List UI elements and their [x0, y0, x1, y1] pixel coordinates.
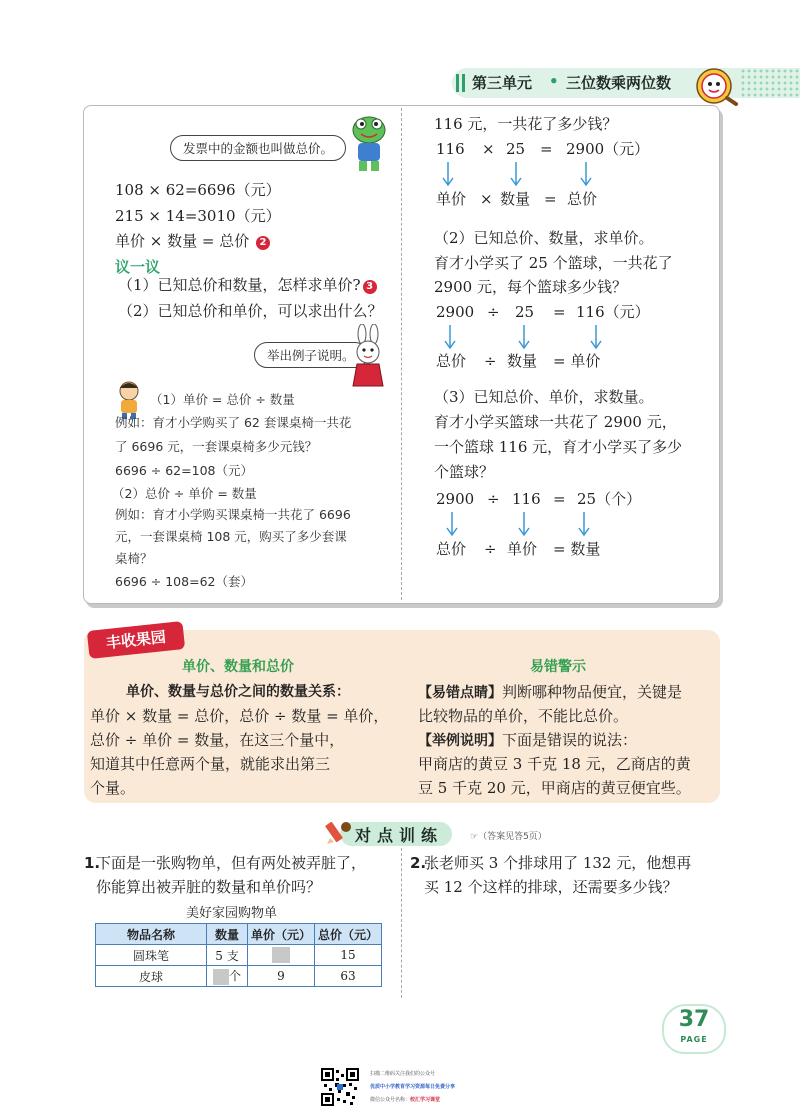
- garden-right-line: [418, 728, 637, 753]
- question-2-number: 2.: [410, 854, 427, 872]
- question-1: [118, 275, 377, 295]
- garden-right-title: 易错警示: [530, 659, 586, 675]
- equation-3-words: [0, 539, 800, 559]
- smudge-mark: [272, 947, 290, 963]
- table-row: [96, 945, 382, 966]
- footer-label: 微信公众号名称：: [370, 1097, 411, 1103]
- training-divider: [401, 848, 402, 998]
- tip-label: 【举例说明】: [418, 733, 502, 749]
- eq-term: 25: [515, 303, 535, 321]
- garden-right-line: 比较物品的单价，不能比总价。: [418, 707, 629, 725]
- calc-line-1: 108 × 62=6696（元）: [115, 181, 281, 199]
- eq-word: 单价: [507, 540, 538, 558]
- shopping-list-title: 美好家园购物单: [186, 906, 278, 921]
- eq-op: =: [553, 303, 566, 321]
- eq-result: 116（元）: [576, 303, 650, 321]
- section-3-title: （3）已知总价、单价，求数量。: [434, 388, 654, 406]
- eq-op: =: [553, 490, 566, 508]
- note-line: 例如：育才小学购买了 62 套课桌椅一共花: [115, 415, 352, 430]
- equation-1: [0, 139, 800, 159]
- page-word: PAGE: [680, 1035, 708, 1044]
- header-bars-icon: [456, 74, 468, 96]
- table-cell: 皮球: [96, 966, 207, 987]
- training-title: 对点训练: [355, 826, 444, 845]
- note-line: （2）总价 ÷ 单价 = 数量: [112, 486, 257, 501]
- note-line: 了 6696 元，一套课桌椅多少元钱？: [115, 439, 318, 454]
- section-3-text: 个篮球？: [434, 463, 495, 481]
- footer-line-1: 扫描二维码关注我们的公众号: [370, 1071, 436, 1077]
- table-header-cell: 单价（元）: [248, 924, 315, 945]
- formula-text: 单价 × 数量 = 总价: [115, 232, 250, 250]
- eq-result: 25（个）: [577, 490, 642, 508]
- eq-term: 116: [436, 140, 465, 158]
- eq-word: 数量: [507, 352, 538, 370]
- garden-right-line: 甲商店的黄豆 3 千克 18 元，乙商店的黄: [418, 755, 691, 773]
- tip-text: 下面是错误的说法：: [502, 731, 638, 749]
- footer-line-2: 优质中小学教育学习资源每日免费分享: [370, 1084, 456, 1090]
- table-cell: 9: [248, 966, 315, 987]
- arrow-down-icon: [436, 510, 616, 538]
- qr-code-icon: [321, 1068, 359, 1106]
- eq-word: 数量: [500, 190, 531, 208]
- arrow-down-icon: [436, 160, 616, 188]
- eq-op: ÷: [487, 303, 500, 321]
- eq-word: 单价: [436, 190, 467, 208]
- magnifier-mascot-icon: [690, 66, 740, 106]
- pencil-icon: [324, 818, 354, 848]
- table-cell: 5 支: [207, 945, 248, 966]
- section-3-text: 育才小学买篮球一共花了 2900 元，: [434, 413, 677, 431]
- eq-op: =: [540, 140, 553, 158]
- eq-word: 总价: [436, 540, 467, 558]
- calc-line-2: 215 × 14=3010（元）: [115, 207, 281, 225]
- eq-term: 2900: [436, 303, 475, 321]
- table-cell: 圆珠笔: [96, 945, 207, 966]
- header-separator: •: [549, 72, 559, 90]
- step-badge-3: 3: [363, 280, 377, 294]
- garden-left-line: 个量。: [90, 779, 136, 797]
- eq-word: = 单价: [553, 352, 601, 370]
- step-badge-2: 2: [256, 236, 270, 250]
- unit-label: 第三单元: [472, 74, 533, 92]
- table-header-cell: 物品名称: [96, 924, 207, 945]
- section-3-text: 一个篮球 116 元，育才小学买了多少: [434, 438, 683, 456]
- equation-3: [0, 489, 800, 509]
- note-line: （1）单价 = 总价 ÷ 数量: [150, 392, 295, 407]
- note-line: 6696 ÷ 108=62（套）: [115, 574, 253, 589]
- topic-title: 三位数乘两位数: [566, 74, 672, 92]
- eq-result: 2900（元）: [566, 140, 650, 158]
- garden-left-lead: 单价、数量与总价之间的数量关系：: [126, 684, 350, 700]
- eq-word: = 数量: [553, 540, 601, 558]
- question-1-number: 1.: [84, 854, 101, 872]
- eq-op: ÷: [487, 490, 500, 508]
- eq-op: ÷: [484, 352, 497, 370]
- harvest-garden-tag: 丰收果园: [87, 621, 185, 659]
- tip-label: 【易错点睛】: [418, 685, 502, 701]
- question-1-line: 你能算出被弄脏的数量和单价吗？: [96, 878, 322, 896]
- eq-term: 25: [506, 140, 526, 158]
- question-1-line: 下面是一张购物单，但有两处被弄脏了，: [96, 854, 367, 872]
- price-formula: [115, 231, 270, 251]
- shopping-list-table: [95, 923, 382, 987]
- rabbit-speech-bubble: 举出例子说明。: [254, 342, 368, 368]
- frog-speech-bubble: 发票中的金额也叫做总价。: [170, 135, 346, 161]
- garden-right-line: [418, 680, 682, 705]
- answer-hint: ☞（答案见答5页）: [470, 832, 547, 842]
- continued-text: 116 元，一共花了多少钱？: [434, 115, 618, 133]
- table-cell-smudged: [207, 966, 248, 987]
- question-1-text: （1）已知总价和数量，怎样求单价?: [118, 276, 361, 294]
- eq-op: ×: [480, 190, 493, 208]
- section-2-text: 2900 元，每个篮球多少钱？: [434, 278, 627, 296]
- table-header-row: [96, 924, 382, 945]
- footer-account-name: 校汇学习课堂: [410, 1097, 441, 1103]
- arrow-down-icon: [436, 323, 616, 351]
- discuss-title: 议一议: [115, 258, 161, 276]
- garden-left-line: 总价 ÷ 单价 = 数量，在这三个量中，: [90, 731, 345, 749]
- table-header-cell: 数量: [207, 924, 248, 945]
- eq-word: 总价: [567, 190, 598, 208]
- garden-left-line: 单价 × 数量 = 总价，总价 ÷ 数量 = 单价，: [90, 707, 389, 725]
- table-cell-smudged: [248, 945, 315, 966]
- table-row: [96, 966, 382, 987]
- eq-op: =: [544, 190, 557, 208]
- section-2-text: 育才小学买了 25 个篮球，一共花了: [434, 254, 673, 272]
- table-cell: 63: [315, 966, 382, 987]
- question-2: （2）已知总价和单价，可以求出什么？: [118, 302, 383, 320]
- section-2-title: （2）已知总价、数量，求单价。: [434, 229, 654, 247]
- equation-1-words: [0, 189, 800, 209]
- quantity-unit: 个: [228, 969, 241, 984]
- eq-word: 总价: [436, 352, 467, 370]
- equation-2-words: [0, 351, 800, 371]
- table-cell: 15: [315, 945, 382, 966]
- question-2-line: 买 12 个这样的排球，还需要多少钱？: [424, 878, 678, 896]
- table-header-cell: 总价（元）: [315, 924, 382, 945]
- page-number: 37: [678, 1007, 710, 1032]
- tip-text: 判断哪种物品便宜，关键是: [502, 683, 683, 701]
- note-line: 例如：育才小学购买课桌椅一共花了 6696: [115, 507, 351, 522]
- note-line: 元，一套课桌椅 108 元，购买了多少套课: [115, 529, 347, 544]
- garden-left-line: 知道其中任意两个量，就能求出第三: [90, 755, 331, 773]
- note-line: 桌椅？: [115, 551, 153, 566]
- smudge-mark: [213, 969, 229, 985]
- header-dot-pattern: [740, 68, 800, 98]
- equation-2: [0, 302, 800, 322]
- garden-left-title: 单价、数量和总价: [182, 659, 294, 675]
- eq-term: 116: [512, 490, 541, 508]
- eq-term: 2900: [436, 490, 475, 508]
- note-line: 6696 ÷ 62=108（元）: [115, 463, 253, 478]
- eq-op: ×: [482, 140, 495, 158]
- footer-line-3: [370, 1096, 440, 1103]
- eq-op: ÷: [484, 540, 497, 558]
- garden-right-line: 豆 5 千克 20 元，甲商店的黄豆便宜些。: [418, 779, 691, 797]
- question-2-line: 张老师买 3 个排球用了 132 元，他想再: [424, 854, 692, 872]
